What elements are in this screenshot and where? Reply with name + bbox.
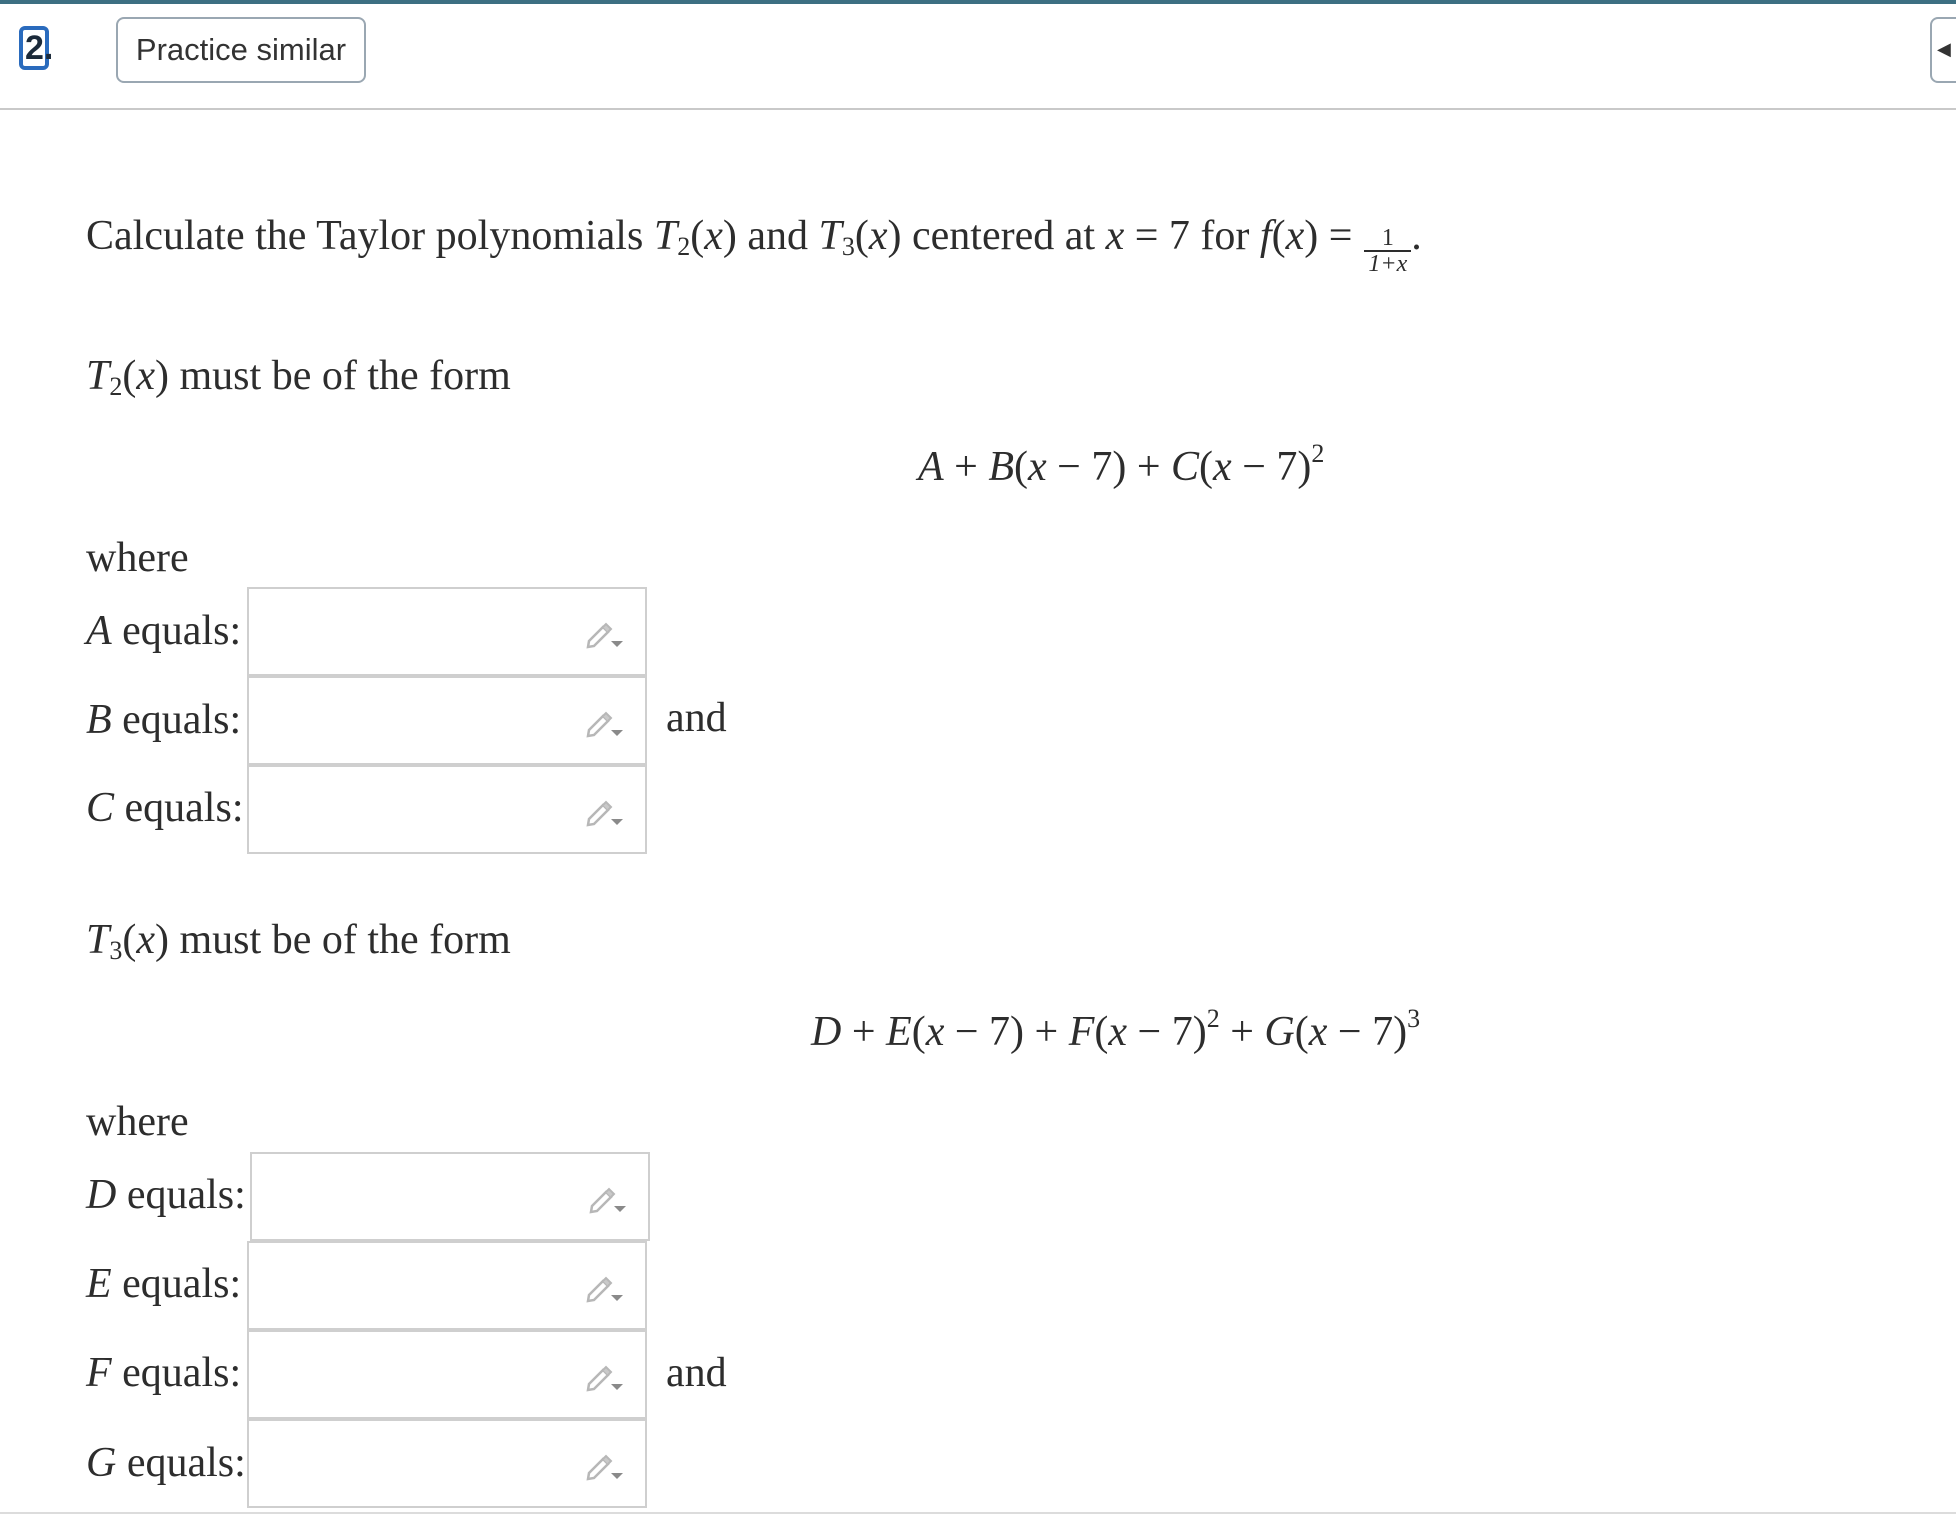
pencil-dropdown-icon[interactable]: [585, 708, 625, 738]
t3-form-formula: $D + E(x - 7) + F(x - 7)^2 + G(x - 7)^3$: [811, 1004, 1421, 1055]
part2-where: where: [86, 1099, 189, 1145]
label-d: D equals:: [86, 1172, 246, 1218]
answer-c-input[interactable]: [247, 765, 647, 854]
problem-period: .: [1411, 213, 1422, 259]
answer-d-input[interactable]: [250, 1152, 650, 1241]
practice-similar-button[interactable]: Practice similar: [116, 17, 366, 83]
answer-f-input[interactable]: [247, 1330, 647, 1419]
part1-intro: $T_2(x)$ must be of the form: [86, 353, 511, 401]
problem-and: and: [747, 213, 808, 259]
label-f: F equals:: [86, 1350, 242, 1396]
label-b: B equals:: [86, 697, 242, 743]
math-t2: $T_2$: [653, 213, 691, 261]
label-e: E equals:: [86, 1261, 242, 1307]
pencil-dropdown-icon[interactable]: [585, 1362, 625, 1392]
problem-centered: centered at: [912, 213, 1096, 259]
t2-form-formula: $A + B(x - 7) + C(x - 7)^2$: [918, 439, 1325, 490]
part1-and: and: [666, 695, 727, 741]
question-number: 2.: [19, 26, 49, 70]
answer-b-input[interactable]: [247, 676, 647, 765]
problem-for: for: [1200, 213, 1250, 259]
bottom-divider: [0, 1512, 1956, 1514]
pencil-dropdown-icon[interactable]: [585, 1451, 625, 1481]
math-fraction: [1364, 226, 1411, 276]
math-x: x: [1105, 213, 1125, 259]
math-t3-label: $T_3$: [86, 917, 123, 965]
problem-eq: = 7: [1134, 213, 1190, 259]
problem-statement: Calculate the Taylor polynomials $T_2(x)$ and $T_3(x)$ centered at x = 7 for f(x) = $\frac{1}{1+x}$ .: [86, 213, 1422, 277]
chevron-left-icon: ◀: [1937, 39, 1951, 60]
edge-button[interactable]: [1930, 17, 1956, 83]
answer-e-input[interactable]: [247, 1241, 647, 1330]
pencil-dropdown-icon[interactable]: [585, 619, 625, 649]
fraction-numerator: 1: [1381, 225, 1394, 251]
label-c: C equals:: [86, 785, 244, 831]
math-f: f: [1259, 213, 1272, 259]
problem-f-eq: =: [1328, 213, 1353, 259]
problem-intro: Calculate the Taylor polynomials: [86, 213, 644, 259]
fraction-denominator: 1+x: [1364, 250, 1411, 276]
part2-intro-text: must be of the form: [179, 917, 511, 963]
math-t2-label: $T_2$: [86, 353, 123, 401]
pencil-dropdown-icon[interactable]: [585, 797, 625, 827]
label-g: G equals:: [86, 1440, 246, 1486]
pencil-dropdown-icon[interactable]: [585, 1273, 625, 1303]
label-a: A equals:: [86, 608, 242, 654]
part2-and: and: [666, 1350, 727, 1396]
answer-g-input[interactable]: [247, 1419, 647, 1508]
part1-intro-text: must be of the form: [179, 353, 511, 399]
part2-intro: $T_3(x)$ must be of the form: [86, 917, 511, 965]
math-t3: $T_3$: [818, 213, 855, 261]
question-header: [0, 0, 1956, 110]
part1-where: where: [86, 535, 189, 581]
answer-a-input[interactable]: [247, 587, 647, 676]
pencil-dropdown-icon[interactable]: [588, 1184, 628, 1214]
